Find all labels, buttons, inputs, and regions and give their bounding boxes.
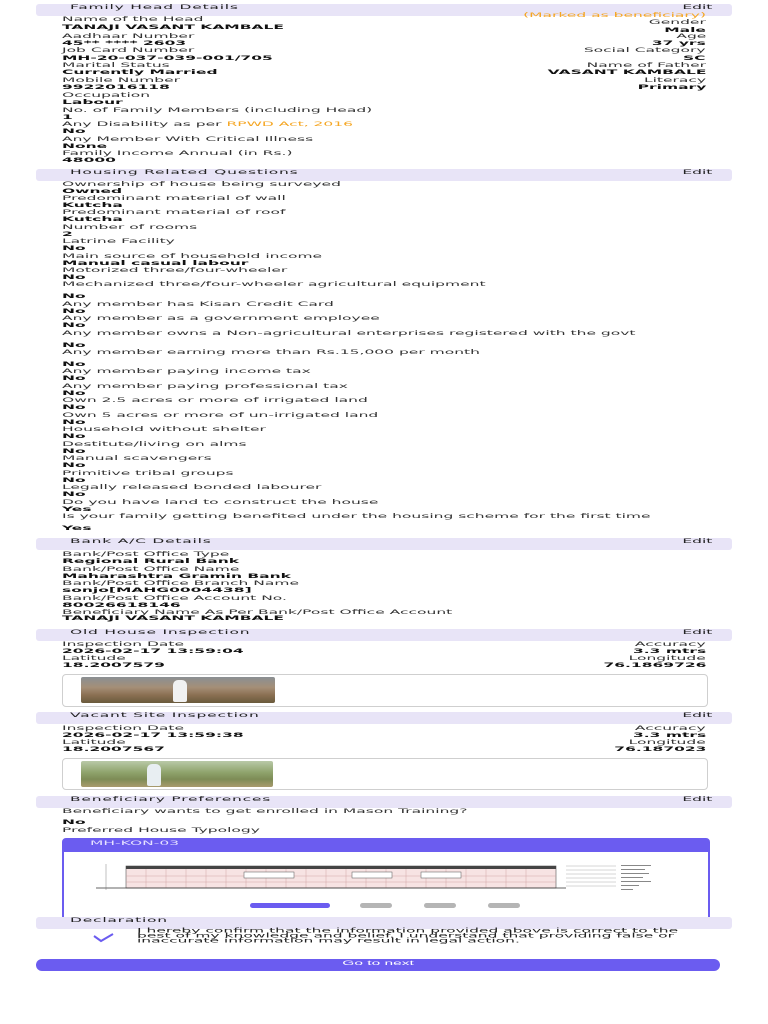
housing-answer: Owned	[62, 188, 123, 195]
edit-old-house-button[interactable]: Edit	[681, 629, 712, 636]
carousel-dot[interactable]	[360, 903, 392, 908]
old-house-accuracy-value: 3.3 mtrs	[632, 648, 706, 655]
section-title: Vacant Site Inspection	[70, 712, 260, 719]
house-typology-label: Preferred House Typology	[62, 827, 260, 834]
housing-question: Any member as a government employee	[62, 315, 380, 322]
section-title: Old House Inspection	[70, 629, 251, 636]
housing-answer: No	[62, 245, 86, 252]
branch-value: sonjo[MAHG0004438]	[62, 587, 252, 594]
housing-question: Motorized three/four-wheeler	[62, 267, 288, 274]
vacant-site-latitude-value: 18.2007567	[62, 746, 165, 753]
house-elevation-drawing[interactable]	[76, 860, 684, 896]
social-category-value: SC	[683, 55, 706, 62]
vacant-site-longitude-value: 76.187023	[613, 746, 706, 753]
old-house-latitude-value: 18.2007579	[62, 662, 165, 669]
housing-question: Latrine Facility	[62, 238, 175, 245]
housing-question: Is your family getting benefited under the housing scheme for the first time	[62, 513, 651, 520]
age-value: 37 yrs	[652, 40, 706, 47]
beneficiary-tag: (Marked as beneficiary)	[523, 12, 706, 19]
vacant-site-latitude-label: Latitude	[62, 739, 126, 746]
preferences-section-header	[36, 796, 732, 808]
housing-question: Predominant material of wall	[62, 195, 286, 202]
housing-section-header	[36, 169, 732, 181]
critical-illness-value: None	[62, 143, 108, 150]
declaration-text: I hereby confirm that the information provided above is correct to the best of my knowledge and belief. I understand that providing false or inaccurate information may result in legal action.	[137, 927, 679, 945]
check-icon	[88, 932, 118, 944]
housing-answer: No	[62, 448, 86, 455]
housing-answer: No	[62, 308, 86, 315]
housing-question: Main source of household income	[62, 253, 323, 260]
occupation-label: Occupation	[62, 92, 151, 99]
literacy-value: Primary	[637, 84, 706, 91]
old-house-latitude-label: Latitude	[62, 655, 126, 662]
housing-answer: No	[62, 477, 86, 484]
housing-question: Any member paying income tax	[62, 368, 311, 375]
section-title: Bank A/C Details	[70, 538, 212, 545]
housing-answer: No	[62, 491, 86, 498]
housing-question: Manual scavengers	[62, 455, 212, 462]
section-title: Family Head Details	[70, 4, 239, 11]
housing-question: Ownership of house being surveyed	[62, 181, 341, 188]
carousel-dot-active[interactable]	[250, 903, 330, 908]
aadhaar-value: 45** **** 2603	[62, 40, 187, 47]
father-name-value: VASANT KAMBALE	[547, 69, 706, 76]
vacant-site-photo-card[interactable]	[62, 758, 708, 790]
gender-value: Male	[664, 27, 706, 34]
go-to-next-button[interactable]: Go to next	[36, 959, 720, 971]
declaration-checkbox[interactable]	[88, 931, 118, 945]
bank-type-value: Regional Rural Bank	[62, 558, 240, 565]
mason-training-label: Beneficiary wants to get enrolled in Mason Training?	[62, 808, 468, 815]
old-house-longitude-label: Longitude	[628, 655, 706, 662]
family-members-value: 1	[62, 114, 73, 121]
social-category-label: Social Category	[584, 47, 706, 54]
housing-answer: Kutcha	[62, 202, 123, 209]
section-title: Beneficiary Preferences	[70, 796, 272, 803]
vacant-site-accuracy-label: Accuracy	[635, 725, 706, 732]
vacant-site-accuracy-value: 3.3 mtrs	[632, 732, 706, 739]
carousel-dot[interactable]	[424, 903, 456, 908]
housing-question: Own 2.5 acres or more of irrigated land	[62, 397, 368, 404]
housing-answer: Yes	[62, 506, 92, 513]
branch-label: Bank/Post Office Branch Name	[62, 580, 300, 587]
housing-answer: No	[62, 342, 86, 349]
old-house-longitude-value: 76.1869726	[603, 662, 706, 669]
marital-status-label: Marital Status	[62, 62, 170, 69]
rpwd-act-link[interactable]: RPWD Act, 2016	[226, 121, 354, 128]
housing-answer: Kutcha	[62, 216, 123, 223]
housing-question: Any member has Kisan Credit Card	[62, 301, 334, 308]
person-figure	[147, 764, 161, 786]
vacant-site-photo[interactable]	[81, 761, 273, 787]
vacant-site-date-label: Inspection Date	[62, 725, 185, 732]
income-label: Family Income Annual (in Rs.)	[62, 150, 293, 157]
old-house-photo-card[interactable]	[62, 674, 708, 707]
edit-bank-button[interactable]: Edit	[681, 538, 712, 545]
bank-type-label: Bank/Post Office Type	[62, 551, 230, 558]
old-house-accuracy-label: Accuracy	[635, 641, 706, 648]
housing-answer: No	[62, 322, 86, 329]
edit-family-head-button[interactable]: Edit	[681, 4, 712, 11]
age-label: Age	[676, 33, 706, 40]
housing-answer: 2	[62, 231, 73, 238]
section-title: Declaration	[70, 917, 168, 924]
housing-answer: No	[62, 390, 86, 397]
vacant-site-date-value: 2026-02-17 13:59:38	[62, 732, 244, 739]
housing-question: Number of rooms	[62, 224, 198, 231]
disability-label: Any Disability as per RPWD Act, 2016	[62, 121, 354, 128]
housing-answer: No	[62, 433, 86, 440]
disability-value: No	[62, 128, 86, 135]
housing-question: Destitute/living on alms	[62, 441, 247, 448]
account-holder-value: TANAJI VASANT KAMBALE	[62, 615, 285, 622]
old-house-date-value: 2026-02-17 13:59:04	[62, 648, 244, 655]
person-figure	[173, 680, 187, 702]
old-house-photo[interactable]	[81, 677, 275, 703]
edit-housing-button[interactable]: Edit	[681, 169, 712, 176]
housing-question: Legally released bonded labourer	[62, 484, 322, 491]
marital-status-value: Currently Married	[62, 69, 218, 76]
carousel-dot[interactable]	[488, 903, 520, 908]
housing-question: Mechanized three/four-wheeler agricultural equipment	[62, 281, 486, 288]
family-members-label: No. of Family Members (including Head)	[62, 107, 373, 114]
income-value: 48000	[62, 157, 116, 164]
housing-answer: Manual casual labour	[62, 260, 249, 267]
account-value: 80026618146	[62, 602, 181, 609]
account-holder-label: Beneficiary Name As Per Bank/Post Office Account	[62, 609, 453, 616]
vacant-site-longitude-label: Longitude	[628, 739, 706, 746]
edit-vacant-site-button[interactable]: Edit	[681, 712, 712, 719]
housing-question: Predominant material of roof	[62, 209, 286, 216]
bank-name-value: Maharashtra Gramin Bank	[62, 573, 291, 580]
housing-answer: No	[62, 419, 86, 426]
mobile-label: Mobile Number	[62, 77, 181, 84]
typology-title-bar	[64, 840, 708, 852]
typology-name: MH-KON-03	[90, 840, 180, 847]
edit-preferences-button[interactable]: Edit	[681, 796, 712, 803]
account-label: Bank/Post Office Account No.	[62, 595, 287, 602]
section-title: Housing Related Questions	[70, 169, 299, 176]
housing-question: Any member owns a Non-agricultural enterprises registered with the govt	[62, 330, 636, 337]
housing-question: Any member earning more than Rs.15,000 per month	[62, 349, 480, 356]
housing-answer: No	[62, 274, 86, 281]
critical-illness-label: Any Member With Critical Illness	[62, 136, 314, 143]
mason-training-value: No	[62, 819, 86, 826]
bank-section-header	[36, 538, 732, 550]
housing-question: Primitive tribal groups	[62, 470, 234, 477]
housing-answer: No	[62, 404, 86, 411]
head-name-value: TANAJI VASANT KAMBALE	[62, 24, 285, 31]
housing-question: Household without shelter	[62, 426, 266, 433]
housing-answer: No	[62, 375, 86, 382]
vacant-site-section-header	[36, 712, 732, 724]
job-card-value: MH-20-037-039-001/705	[62, 55, 273, 62]
house-typology-carousel[interactable]	[62, 838, 710, 922]
bank-name-label: Bank/Post Office Name	[62, 566, 240, 573]
housing-question: Own 5 acres or more of un-irrigated land	[62, 412, 379, 419]
housing-question: Any member paying professional tax	[62, 383, 348, 390]
old-house-date-label: Inspection Date	[62, 641, 185, 648]
gender-label: Gender	[648, 19, 706, 26]
old-house-section-header	[36, 629, 732, 641]
housing-answer: No	[62, 361, 86, 368]
head-name-label: Name of the Head	[62, 16, 204, 23]
job-card-label: Job Card Number	[62, 47, 195, 54]
occupation-value: Labour	[62, 99, 123, 106]
housing-answer: No	[62, 462, 86, 469]
father-name-label: Name of Father	[586, 62, 706, 69]
housing-answer: No	[62, 293, 86, 300]
housing-question: Do you have land to construct the house	[62, 499, 379, 506]
mobile-value: 9922016118	[62, 84, 170, 91]
housing-answer: Yes	[62, 525, 92, 532]
literacy-label: Literacy	[643, 77, 706, 84]
aadhaar-label: Aadhaar Number	[62, 33, 195, 40]
